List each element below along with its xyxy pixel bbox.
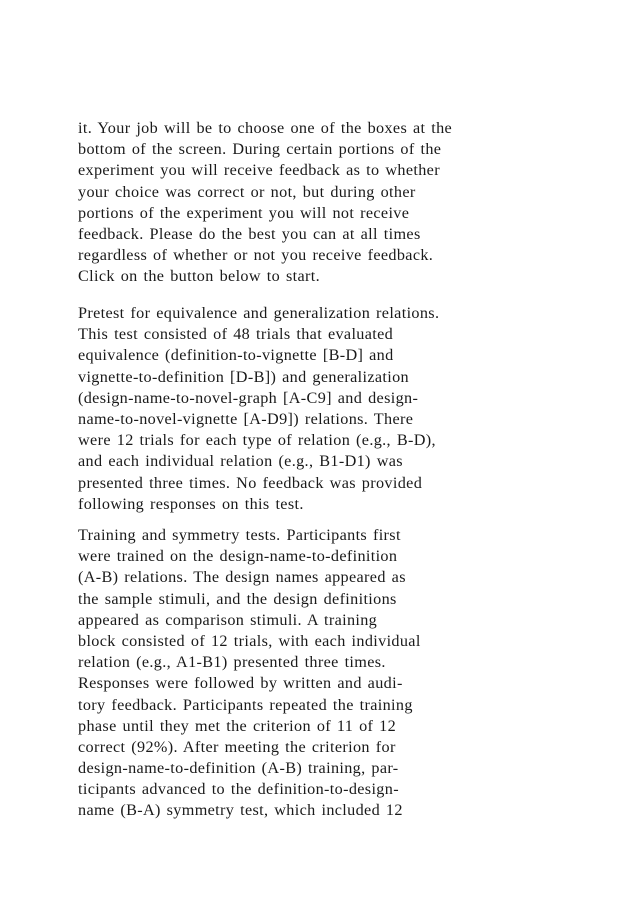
text-line: (A-B) relations. The design names appeared as xyxy=(78,568,406,587)
text-line: Click on the button below to start. xyxy=(78,267,321,286)
text-line: feedback. Please do the best you can at all times xyxy=(78,224,421,243)
text-line: Responses were followed by written and audi- xyxy=(78,674,403,693)
text-line: the sample stimuli, and the design definitions xyxy=(78,589,397,608)
text-line: regardless of whether or not you receive feedback. xyxy=(78,246,434,265)
text-line: were trained on the design-name-to-definition xyxy=(78,547,398,566)
text-line: design-name-to-definition (A-B) training, par- xyxy=(78,759,399,778)
text-line: equivalence (definition-to-vignette [B-D] and xyxy=(78,346,394,365)
text-line: name-to-novel-vignette [A-D9]) relations. There xyxy=(78,409,414,428)
text-line: Training and symmetry tests. Participants first xyxy=(78,526,401,544)
text-line: vignette-to-definition [D-B]) and generalization xyxy=(78,367,409,386)
text-line: This test consisted of 48 trials that evaluated xyxy=(78,325,394,344)
text-line: your choice was correct or not, but during other xyxy=(78,182,416,201)
text-line: portions of the experiment you will not receive xyxy=(78,203,410,222)
paragraph-instructions xyxy=(78,118,598,288)
paragraph-pretest xyxy=(78,303,598,515)
text-line: relation (e.g., A1-B1) presented three times. xyxy=(78,653,386,672)
text-line: phase until they met the criterion of 11 of 12 xyxy=(78,716,397,735)
text-line: bottom of the screen. During certain portions of the xyxy=(78,140,442,159)
text-line: experiment you will receive feedback as to whether xyxy=(78,161,440,180)
text-line: following responses on this test. xyxy=(78,494,304,513)
text-line: block consisted of 12 trials, with each individual xyxy=(78,631,421,650)
text-line: correct (92%). After meeting the criterion for xyxy=(78,737,396,756)
text-line: and each individual relation (e.g., B1-D1) was xyxy=(78,452,403,471)
text-line: were 12 trials for each type of relation (e.g., B-D), xyxy=(78,431,436,450)
text-line: appeared as comparison stimuli. A training xyxy=(78,610,378,629)
text-line: presented three times. No feedback was provided xyxy=(78,473,423,492)
paragraph-training xyxy=(78,525,598,822)
text-line: it. Your job will be to choose one of the boxes at the xyxy=(78,119,453,137)
text-line: Pretest for equivalence and generalization relations. xyxy=(78,304,440,322)
text-line: name (B-A) symmetry test, which included 12 xyxy=(78,801,403,820)
text-line: ticipants advanced to the definition-to-design- xyxy=(78,780,399,799)
text-line: tory feedback. Participants repeated the training xyxy=(78,695,413,714)
text-line: (design-name-to-novel-graph [A-C9] and design- xyxy=(78,388,419,407)
